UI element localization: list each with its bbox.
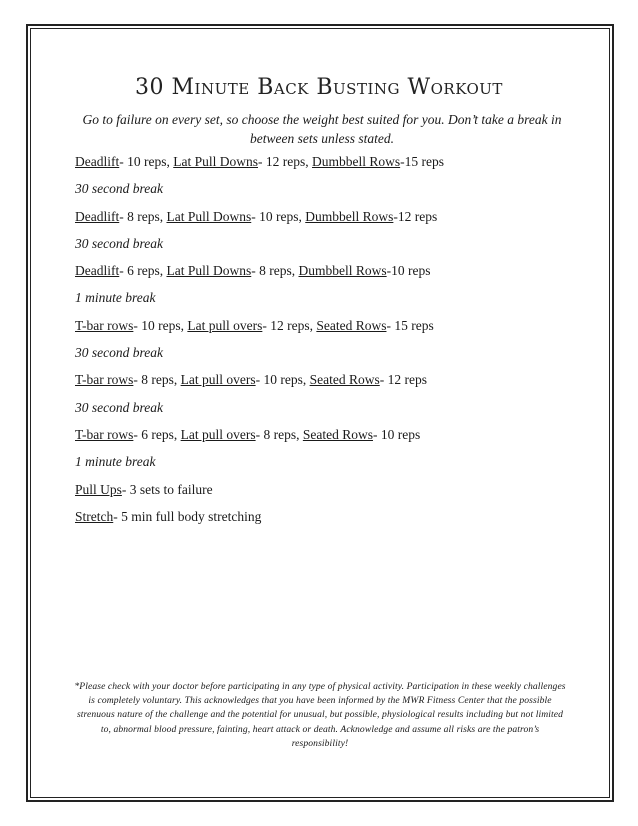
exercise-name: Pull Ups — [75, 481, 122, 497]
exercise-name: Stretch — [75, 508, 114, 524]
exercise-name: Seated Rows — [302, 426, 373, 442]
exercise-name: Seated Rows — [316, 317, 387, 333]
exercise-name: Lat Pull Downs — [166, 208, 252, 224]
exercise-name: T-bar rows — [75, 317, 134, 333]
break-line: 30 second break — [75, 345, 163, 361]
exercise-detail: - 12 reps, — [258, 154, 312, 169]
exercise-line — [75, 262, 575, 289]
exercise-name: Lat pull overs — [180, 372, 256, 388]
exercise-line — [75, 426, 575, 453]
exercise-name: Dumbbell Rows — [305, 208, 394, 224]
exercise-detail: -15 reps — [400, 154, 445, 169]
exercise-detail: - 15 reps — [386, 317, 434, 333]
break-line: 1 minute break — [75, 290, 156, 306]
exercise-detail: -12 reps — [393, 208, 438, 224]
exercise-detail: - 10 reps, — [251, 208, 306, 224]
workout-list — [75, 153, 575, 535]
break-line: 30 second break — [75, 399, 163, 415]
break-line: 30 second break — [75, 235, 163, 251]
exercise-name: Lat pull overs — [187, 317, 263, 333]
page-title: 30 Minute Back Busting Workout — [135, 75, 503, 100]
exercise-detail: -10 reps — [386, 263, 431, 279]
exercise-detail: - 8 reps, — [255, 426, 303, 442]
exercise-detail: - 6 reps, — [119, 263, 167, 279]
exercise-detail: - 10 reps, — [119, 154, 174, 169]
break-line: 30 second break — [75, 181, 163, 197]
exercise-detail: - 8 reps, — [251, 263, 299, 279]
exercise-detail: - 12 reps, — [262, 317, 317, 333]
exercise-name: Lat pull overs — [180, 426, 256, 442]
exercise-line — [75, 508, 575, 535]
exercise-line — [75, 153, 575, 180]
exercise-detail: - 12 reps — [379, 372, 427, 388]
exercise-detail: - 6 reps, — [133, 426, 181, 442]
exercise-name: T-bar rows — [75, 426, 134, 442]
exercise-name: Lat Pull Downs — [166, 263, 252, 279]
exercise-name: T-bar rows — [75, 372, 134, 388]
exercise-line — [75, 317, 575, 344]
exercise-detail: - 10 reps, — [255, 372, 310, 388]
exercise-name: Seated Rows — [309, 372, 380, 388]
exercise-name: Deadlift — [75, 208, 120, 224]
exercise-detail: - 10 reps — [372, 426, 421, 442]
exercise-name: Dumbbell Rows — [312, 154, 401, 169]
intro-text: Go to failure on every set, so choose the weight best suited for you. Don’t take a break in between sets unless stated. — [82, 112, 562, 146]
exercise-line — [75, 371, 575, 398]
exercise-detail: - 8 reps, — [133, 372, 181, 388]
exercise-detail: - 5 min full body stretching — [113, 508, 262, 524]
exercise-detail: - 8 reps, — [119, 208, 167, 224]
break-line: 1 minute break — [75, 454, 156, 470]
exercise-detail: - 3 sets to failure — [121, 481, 213, 497]
exercise-name: Lat Pull Downs — [173, 154, 258, 169]
exercise-detail: - 10 reps, — [133, 317, 188, 333]
exercise-name: Deadlift — [75, 263, 120, 279]
exercise-line — [75, 208, 575, 235]
disclaimer-text: *Please check with your doctor before participating in any type of physical activity. Participation in these weekly challenges is completely voluntary. This acknowledges that you have been informed by the MWR Fitness Center that the possible strenuous nature of the challenge and the potential for unusual, but possible, physiological results including but not limited to, abnormal blood pressure, fainting, heart attack or death. Acknowledge and assume all risks are the patron’s responsibility! — [74, 681, 566, 749]
exercise-name: Dumbbell Rows — [298, 263, 387, 279]
exercise-line — [75, 481, 575, 508]
exercise-name: Deadlift — [75, 154, 120, 169]
